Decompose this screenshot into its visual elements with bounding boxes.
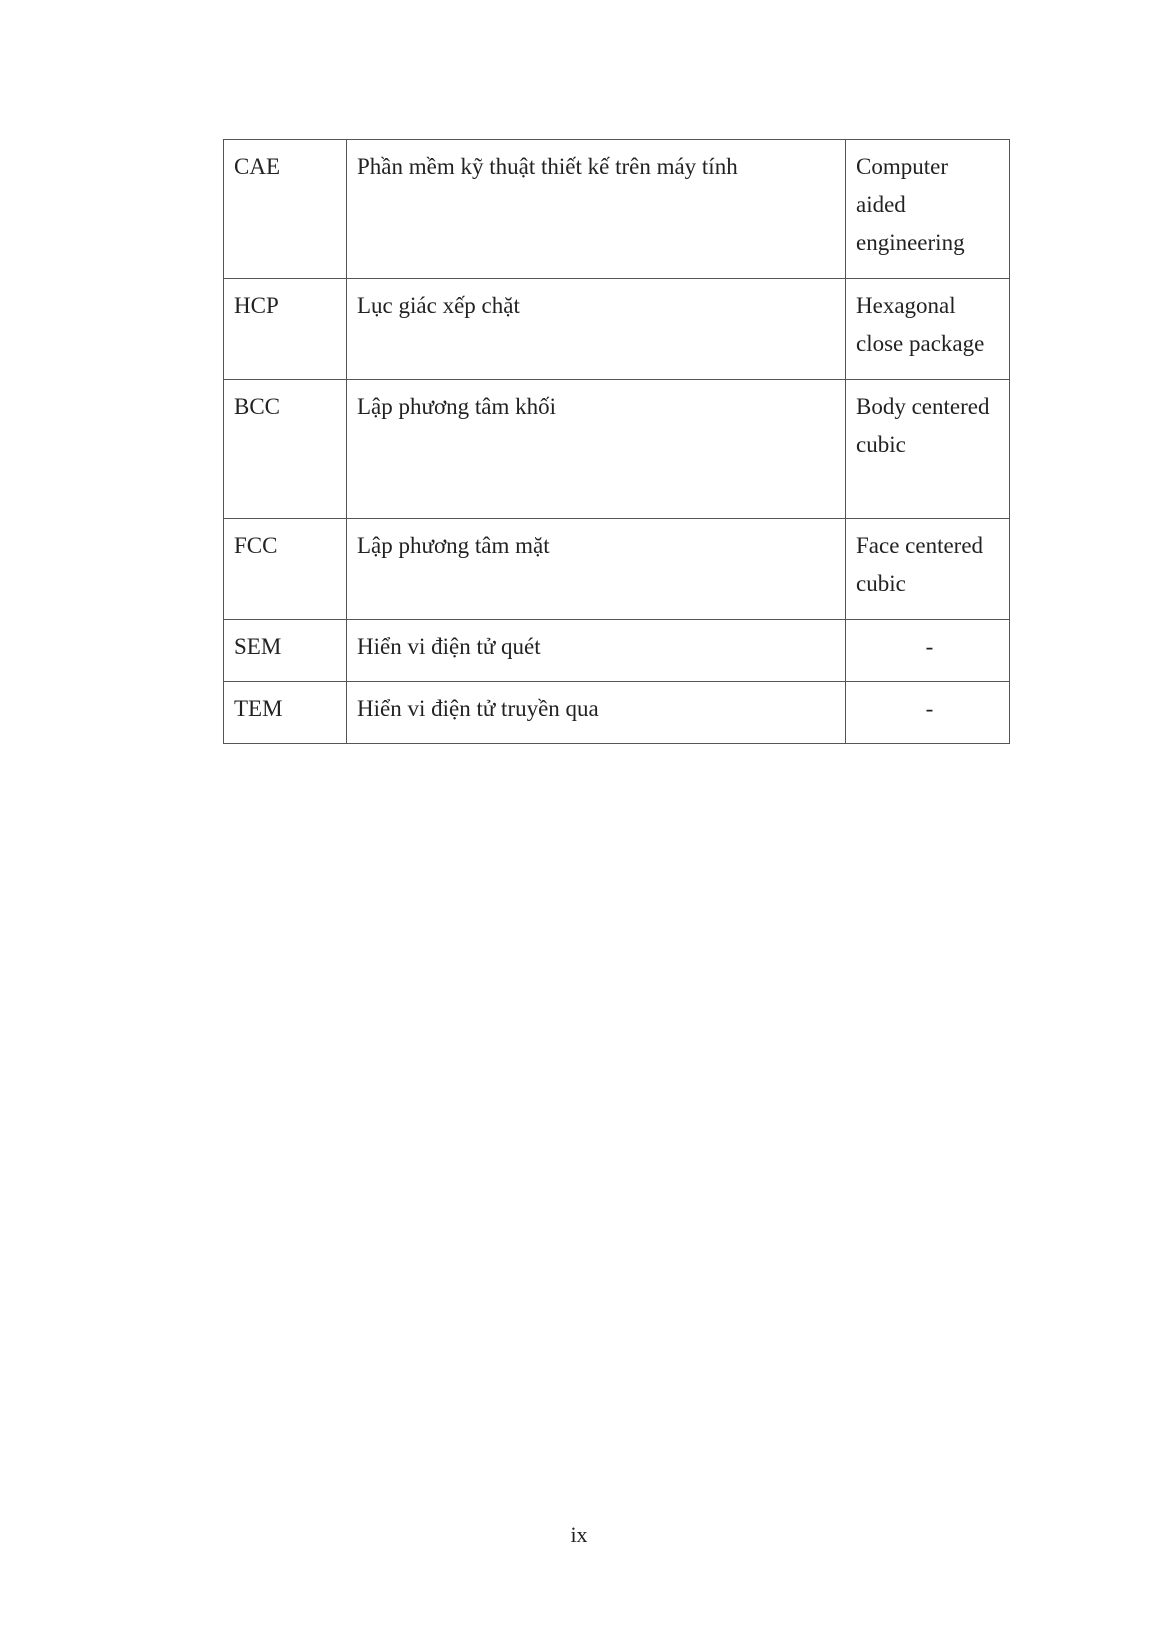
abbreviation-table	[223, 139, 1010, 744]
table-row	[224, 380, 1010, 519]
abbreviation-cell: FCC	[224, 519, 347, 620]
table-row	[224, 682, 1010, 744]
vietnamese-term-cell: Hiển vi điện tử quét	[347, 620, 846, 682]
vietnamese-term-cell: Lập phương tâm khối	[347, 380, 846, 519]
page-number: ix	[570, 1522, 588, 1547]
vietnamese-term-cell: Hiển vi điện tử truyền qua	[347, 682, 846, 744]
english-term-cell: -	[846, 620, 1010, 682]
vietnamese-term-cell: Lục giác xếp chặt	[347, 279, 846, 380]
english-term-cell: Hexagonal close package	[846, 279, 1010, 380]
abbreviation-cell: SEM	[224, 620, 347, 682]
abbreviation-cell: CAE	[224, 140, 347, 279]
table-row	[224, 519, 1010, 620]
english-term-cell: Face centered cubic	[846, 519, 1010, 620]
english-term-cell: Computer aided engineering	[846, 140, 1010, 279]
table-row	[224, 279, 1010, 380]
abbreviation-cell: TEM	[224, 682, 347, 744]
table-row	[224, 620, 1010, 682]
english-term-cell: Body centered cubic	[846, 380, 1010, 519]
table-row	[224, 140, 1010, 279]
abbreviation-cell: BCC	[224, 380, 347, 519]
vietnamese-term-cell: Lập phương tâm mặt	[347, 519, 846, 620]
vietnamese-term-cell: Phần mềm kỹ thuật thiết kế trên máy tính	[347, 140, 846, 279]
english-term-cell: -	[846, 682, 1010, 744]
abbreviation-cell: HCP	[224, 279, 347, 380]
